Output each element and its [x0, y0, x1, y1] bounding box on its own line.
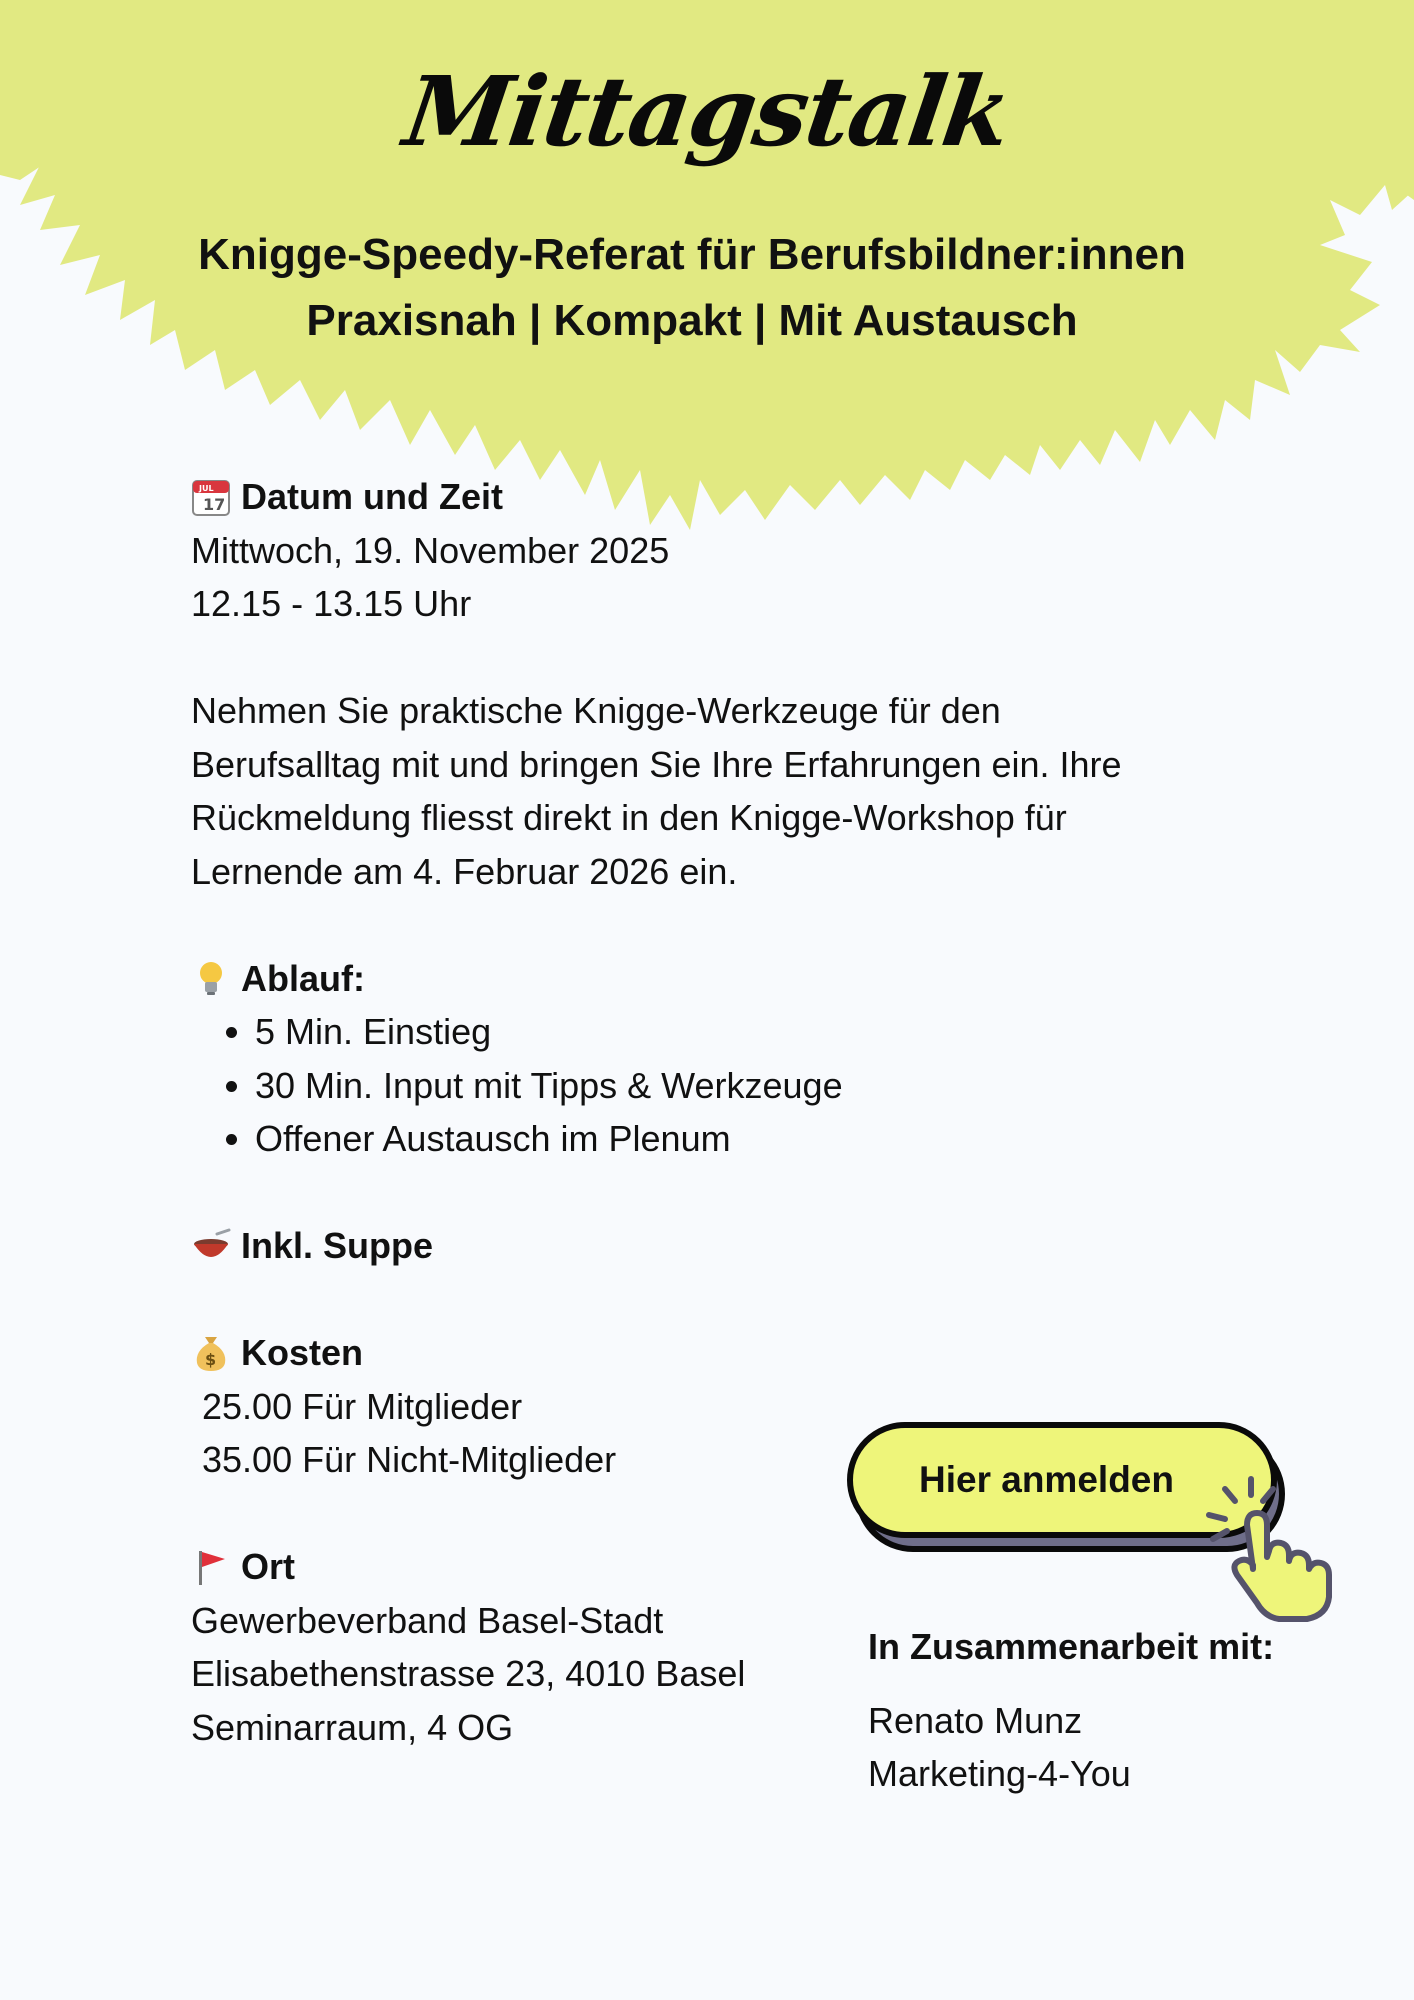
pointing-hand-click-icon[interactable] [1195, 1465, 1355, 1625]
partner-company: Marketing-4-You [868, 1753, 1131, 1794]
costs-heading-label: Kosten [241, 1332, 364, 1373]
register-button[interactable]: Hier anmelden [847, 1422, 1277, 1538]
soup-heading-label: Inkl. Suppe [241, 1225, 434, 1266]
lightbulb-icon [191, 958, 231, 998]
svg-text:17: 17 [203, 494, 226, 514]
partner-name: Renato Munz [868, 1699, 1083, 1741]
list-item: • 5 Min. Einstieg [255, 1005, 1241, 1059]
subtitle [60, 222, 1324, 354]
event-details [191, 470, 1241, 1754]
subtitle-line-1: Knigge-Speedy-Referat für Berufsbildner:innen [198, 230, 1186, 279]
location-heading-label: Ort [241, 1546, 295, 1587]
location-line-3: Seminarraum, 4 OG [191, 1706, 514, 1748]
date-heading [191, 470, 1241, 524]
cost-members: 25.00 Für Mitglieder [202, 1385, 523, 1427]
partner-heading: In Zusammenarbeit mit: [868, 1626, 1275, 1667]
location-line-1: Gewerbeverband Basel-Stadt [191, 1599, 664, 1641]
costs-heading [191, 1326, 1241, 1380]
svg-text:$: $ [205, 1349, 217, 1369]
agenda-heading [191, 952, 1241, 1006]
list-item: • 30 Min. Input mit Tipps & Werkzeuge [255, 1059, 1241, 1113]
money-bag-icon [191, 1333, 231, 1373]
soup-heading [191, 1219, 1241, 1273]
intro-line-3: Rückmeldung fliesst direkt in den Knigge-Workshop für [191, 797, 1067, 838]
agenda-heading-label: Ablauf: [241, 957, 365, 999]
cost-non-members: 35.00 Für Nicht-Mitglieder [202, 1439, 617, 1480]
intro-line-2: Berufsalltag mit und bringen Sie Ihre Erfahrungen ein. Ihre [191, 743, 1122, 785]
intro-line-1: Nehmen Sie praktische Knigge-Werkzeuge für den [191, 690, 1001, 731]
date-time: 12.15 - 13.15 Uhr [191, 583, 472, 624]
page-title: Mittagstalk [397, 55, 1017, 168]
flag-icon [191, 1547, 231, 1587]
calendar-icon [191, 477, 231, 517]
soup-bowl-icon [191, 1226, 231, 1266]
date-day: Mittwoch, 19. November 2025 [191, 529, 670, 571]
date-heading-label: Datum und Zeit [241, 476, 503, 517]
partner-section [868, 1620, 1388, 1801]
location-line-2: Elisabethenstrasse 23, 4010 Basel [191, 1653, 746, 1694]
intro-line-4: Lernende am 4. Februar 2026 ein. [191, 850, 738, 892]
list-item: • Offener Austausch im Plenum [255, 1112, 1241, 1166]
agenda-list [191, 1005, 1241, 1166]
svg-text:JUL: JUL [199, 483, 214, 493]
subtitle-line-2: Praxisnah | Kompakt | Mit Austausch [306, 296, 1078, 345]
